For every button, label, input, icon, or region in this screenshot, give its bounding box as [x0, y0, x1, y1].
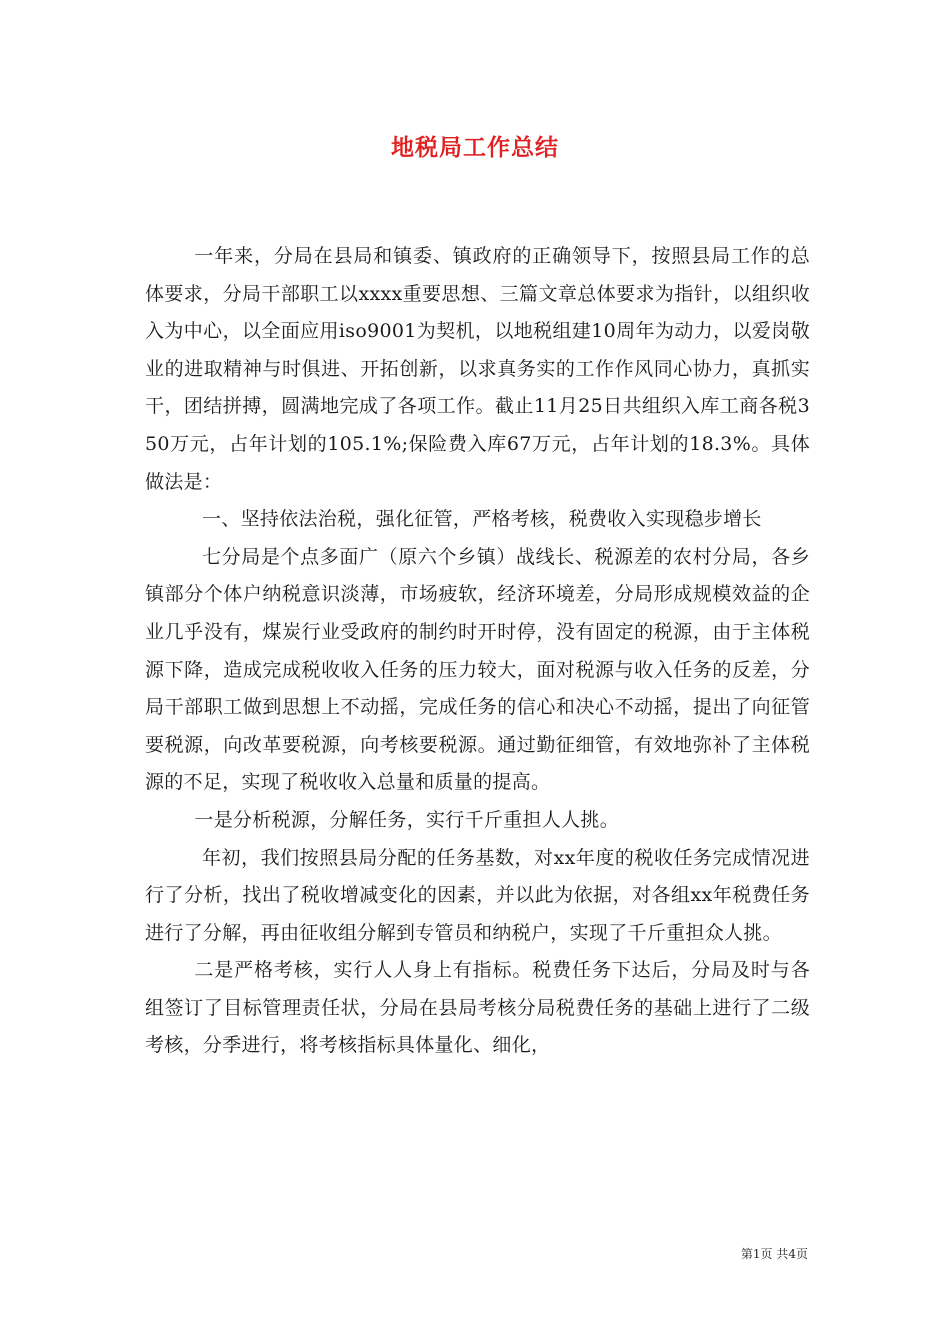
document-title: 地税局工作总结 — [391, 134, 559, 161]
subheading-1: 一是分析税源，分解任务，实行千斤重担人人挑。 — [194, 808, 619, 831]
paragraph-context: 七分局是个点多面广（原六个乡镇）战线长、税源差的农村分局，各乡镇部分个体户纳税意识淡薄，市场疲软，经济环境差，分局形成规模效益的企业几乎没有，煤炭行业受政府的制约时开时停，没有固定的税源，由于主体税源下降，造成完成税收收入任务的压力较大，面对税源与收入任务的反差，分局干部职工做到思想上不动摇，完成任务的信心和决心不动摇，提出了向征管要税源，向改革要税源，向考核要税源。通过勤征细管，有效地弥补了主体税源的不足，实现了税收收入总量和质量的提高。 — [145, 545, 810, 794]
section-heading-1: 一、坚持依法治税，强化征管，严格考核，税费收入实现稳步增长 — [202, 508, 762, 531]
paragraph-intro: 一年来，分局在县局和镇委、镇政府的正确领导下，按照县局工作的总体要求，分局干部职工以xxxx重要思想、三篇文章总体要求为指针，以组织收入为中心，以全面应用iso9001为契机，以地税组建10周年为动力，以爱岗敬业的进取精神与时俱进、开拓创新，以求真务实的工作作风同心协力，真抓实干，团结拼搏，圆满地完成了各项工作。截止11月25日共组织入库工商各税350万元，占年计划的105.1%;保险费入库67万元，占年计划的18.3%。具体做法是： — [145, 245, 810, 493]
paragraph-task-analysis: 年初，我们按照县局分配的任务基数，对xx年度的税收任务完成情况进行了分析，找出了税收增减变化的因素，并以此为依据，对各组xx年税费任务进行了分解，再由征收组分解到专管员和纳税户，实现了千斤重担众人挑。 — [145, 846, 810, 944]
page-number: 第1页 共4页 — [740, 1247, 808, 1261]
paragraph-assessment: 二是严格考核，实行人人身上有指标。税费任务下达后，分局及时与各组签订了目标管理责任状，分局在县局考核分局税费任务的基础上进行了二级考核，分季进行，将考核指标具体量化、细化， — [145, 959, 810, 1057]
document-body — [145, 238, 810, 1065]
